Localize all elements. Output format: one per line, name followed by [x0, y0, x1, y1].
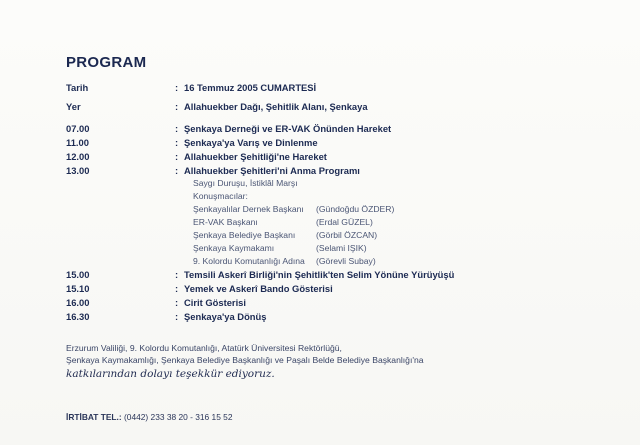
- schedule-time: 07.00: [66, 123, 90, 134]
- schedule-event: Şenkaya'ya Dönüş: [184, 311, 267, 322]
- colon: :: [175, 101, 179, 112]
- speaker-role: 9. Kolordu Komutanlığı Adına: [193, 256, 305, 266]
- colon: :: [175, 283, 179, 294]
- schedule-event: Yemek ve Askerî Bando Gösterisi: [184, 283, 333, 294]
- colon: :: [175, 297, 179, 308]
- speaker-row: [193, 256, 376, 267]
- acknowledgement-line: Şenkaya Kaymakamlığı, Şenkaya Belediye Başkanlığı ve Paşalı Belde Belediye Başkanlığı'na: [66, 355, 424, 365]
- schedule-event: Temsili Askerî Birliği'nin Şehitlik'ten Selim Yönüne Yürüyüşü: [184, 269, 455, 280]
- schedule-event: Cirit Gösterisi: [184, 297, 246, 308]
- speaker-role: Şenkaya Kaymakamı: [193, 243, 275, 253]
- contact-info: [66, 412, 233, 422]
- page-title: PROGRAM: [66, 54, 147, 71]
- speaker-row: [193, 204, 395, 215]
- date-label: Tarih: [66, 82, 89, 93]
- place-value: Allahuekber Dağı, Şehitlik Alanı, Şenkaya: [184, 101, 368, 112]
- schedule-time: 11.00: [66, 137, 89, 148]
- colon: :: [175, 123, 179, 134]
- colon: :: [175, 311, 179, 322]
- thanks-line: katkılarından dolayı teşekkür ediyoruz.: [66, 368, 275, 380]
- schedule-event: Şenkaya Derneği ve ER-VAK Önünden Hareket: [184, 123, 392, 134]
- speaker-name: (Görbil ÖZCAN): [316, 230, 378, 240]
- schedule-event: Allahuekber Şehitliği'ne Hareket: [184, 151, 327, 162]
- speaker-role: Şenkaya Belediye Başkanı: [193, 230, 296, 240]
- speaker-role: Şenkayalılar Dernek Başkanı: [193, 204, 304, 214]
- colon: :: [175, 151, 179, 162]
- schedule-time: 15.10: [66, 283, 90, 294]
- speaker-role: ER-VAK Başkanı: [193, 217, 258, 227]
- schedule-time: 13.00: [66, 165, 90, 176]
- schedule-time: 12.00: [66, 151, 90, 162]
- speaker-row: [193, 230, 378, 241]
- acknowledgement-line: Erzurum Valiliği, 9. Kolordu Komutanlığı, Atatürk Üniversitesi Rektörlüğü,: [66, 343, 342, 353]
- schedule-time: 16.30: [66, 311, 90, 322]
- ceremony-line: Saygı Duruşu, İstiklâl Marşı: [193, 178, 298, 188]
- date-value: 16 Temmuz 2005 CUMARTESİ: [184, 82, 317, 93]
- speaker-row: [193, 217, 373, 228]
- schedule-event: Allahuekber Şehitleri'ni Anma Programı: [184, 165, 360, 176]
- colon: :: [175, 137, 179, 148]
- speaker-name: (Görevli Subay): [316, 256, 376, 266]
- speaker-name: (Gündoğdu ÖZDER): [316, 204, 395, 214]
- schedule-event: Şenkaya'ya Varış ve Dinlenme: [184, 137, 318, 148]
- contact-phone: (0442) 233 38 20 - 316 15 52: [124, 412, 233, 422]
- speaker-name: (Erdal GÜZEL): [316, 217, 373, 227]
- speakers-heading: Konuşmacılar:: [193, 191, 248, 201]
- speaker-name: (Selami IŞIK): [316, 243, 367, 253]
- colon: :: [175, 269, 179, 280]
- colon: :: [175, 82, 179, 93]
- speaker-row: [193, 243, 367, 254]
- contact-label: İRTİBAT TEL.:: [66, 412, 122, 422]
- schedule-time: 16.00: [66, 297, 90, 308]
- place-label: Yer: [66, 101, 81, 112]
- colon: :: [175, 165, 179, 176]
- schedule-time: 15.00: [66, 269, 90, 280]
